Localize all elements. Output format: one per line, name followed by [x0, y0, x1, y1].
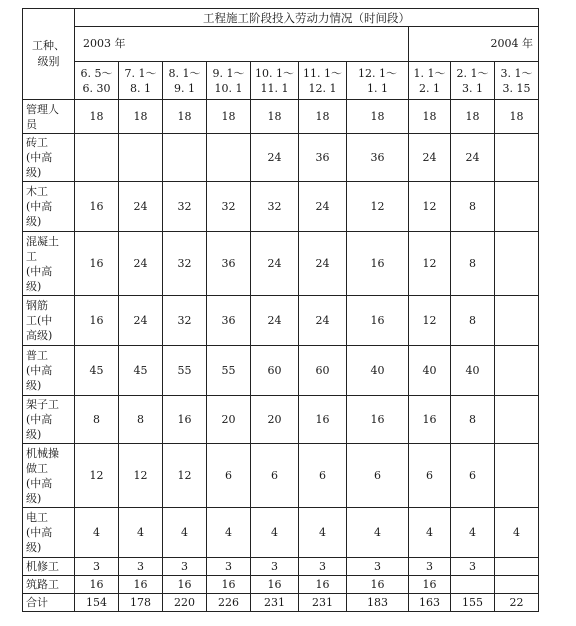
table-cell: 6	[347, 444, 409, 508]
table-row	[23, 232, 539, 296]
table-cell: 36	[207, 296, 251, 346]
table-cell	[495, 296, 539, 346]
table-cell: 16	[163, 396, 207, 444]
table-cell: 24	[251, 296, 299, 346]
table-cell: 18	[347, 100, 409, 134]
table-cell: 183	[347, 594, 409, 612]
table-row	[23, 508, 539, 558]
table-cell: 3	[75, 558, 119, 576]
table-cell: 32	[163, 296, 207, 346]
table-cell	[495, 444, 539, 508]
table-cell: 32	[163, 232, 207, 296]
table-cell: 16	[163, 576, 207, 594]
table-cell: 55	[163, 346, 207, 396]
table-cell: 6	[251, 444, 299, 508]
table-cell: 60	[251, 346, 299, 396]
table-cell: 16	[75, 182, 119, 232]
table-cell: 16	[347, 576, 409, 594]
table-cell: 18	[299, 100, 347, 134]
table-cell: 3	[299, 558, 347, 576]
table-cell: 40	[409, 346, 451, 396]
table-cell: 4	[163, 508, 207, 558]
table-cell: 18	[495, 100, 539, 134]
table-cell: 18	[119, 100, 163, 134]
table-cell: 4	[251, 508, 299, 558]
table-row	[23, 594, 539, 612]
table-cell: 24	[451, 134, 495, 182]
period-header: 3. 1～ 3. 15	[495, 62, 539, 100]
table-cell: 4	[495, 508, 539, 558]
table-cell: 220	[163, 594, 207, 612]
table-cell: 3	[451, 558, 495, 576]
table-cell: 6	[409, 444, 451, 508]
table-cell: 36	[347, 134, 409, 182]
table-cell	[495, 232, 539, 296]
table-cell: 163	[409, 594, 451, 612]
table-cell: 45	[119, 346, 163, 396]
table-cell	[207, 134, 251, 182]
table-cell: 16	[75, 296, 119, 346]
row-label: 机修工	[23, 558, 75, 576]
table-cell: 24	[119, 182, 163, 232]
table-row	[23, 558, 539, 576]
row-label: 木工 (中高 级)	[23, 182, 75, 232]
table-cell: 24	[299, 296, 347, 346]
table-cell: 12	[75, 444, 119, 508]
period-header: 10. 1～ 11. 1	[251, 62, 299, 100]
table-cell	[75, 134, 119, 182]
table-cell: 16	[75, 576, 119, 594]
table-body	[23, 100, 539, 612]
table-title: 工程施工阶段投入劳动力情况（时间段）	[75, 9, 539, 27]
labor-table-container	[22, 8, 539, 612]
table-cell: 12	[409, 232, 451, 296]
table-cell: 16	[75, 232, 119, 296]
table-cell: 8	[119, 396, 163, 444]
table-cell	[495, 134, 539, 182]
table-cell: 24	[299, 182, 347, 232]
table-row	[23, 444, 539, 508]
table-cell: 18	[75, 100, 119, 134]
table-cell: 6	[299, 444, 347, 508]
table-cell: 18	[163, 100, 207, 134]
table-cell: 16	[119, 576, 163, 594]
table-cell	[495, 576, 539, 594]
period-header: 1. 1～ 2. 1	[409, 62, 451, 100]
table-cell: 16	[251, 576, 299, 594]
table-cell: 3	[119, 558, 163, 576]
table-cell: 60	[299, 346, 347, 396]
table-cell: 22	[495, 594, 539, 612]
row-label: 筑路工	[23, 576, 75, 594]
table-cell: 24	[251, 232, 299, 296]
row-label: 混凝土 工 (中高 级)	[23, 232, 75, 296]
table-cell: 12	[347, 182, 409, 232]
table-cell: 20	[251, 396, 299, 444]
labor-table	[22, 8, 539, 612]
table-cell: 4	[207, 508, 251, 558]
table-cell	[451, 576, 495, 594]
table-row	[23, 296, 539, 346]
period-header: 6. 5～ 6. 30	[75, 62, 119, 100]
table-cell: 231	[299, 594, 347, 612]
table-cell: 226	[207, 594, 251, 612]
table-cell: 155	[451, 594, 495, 612]
table-cell: 40	[451, 346, 495, 396]
table-cell: 4	[119, 508, 163, 558]
table-row	[23, 100, 539, 134]
table-cell: 12	[163, 444, 207, 508]
period-header: 2. 1～ 3. 1	[451, 62, 495, 100]
table-cell: 18	[451, 100, 495, 134]
row-label: 电工 (中高 级)	[23, 508, 75, 558]
table-cell: 24	[299, 232, 347, 296]
row-label: 合计	[23, 594, 75, 612]
table-cell: 36	[299, 134, 347, 182]
table-cell: 16	[299, 576, 347, 594]
row-label: 机械操 做工 (中高 级)	[23, 444, 75, 508]
table-cell: 3	[251, 558, 299, 576]
table-row	[23, 134, 539, 182]
table-cell: 4	[75, 508, 119, 558]
row-label: 砖工 (中高 级)	[23, 134, 75, 182]
table-cell: 18	[409, 100, 451, 134]
table-cell: 32	[207, 182, 251, 232]
table-cell: 55	[207, 346, 251, 396]
table-cell: 3	[163, 558, 207, 576]
table-cell: 12	[409, 182, 451, 232]
table-cell: 24	[409, 134, 451, 182]
table-cell: 6	[451, 444, 495, 508]
table-cell: 178	[119, 594, 163, 612]
table-cell: 16	[347, 296, 409, 346]
table-cell: 8	[451, 396, 495, 444]
table-cell: 36	[207, 232, 251, 296]
table-cell	[495, 558, 539, 576]
table-cell: 20	[207, 396, 251, 444]
period-header: 9. 1～ 10. 1	[207, 62, 251, 100]
table-cell: 8	[75, 396, 119, 444]
table-row	[23, 346, 539, 396]
table-cell: 4	[347, 508, 409, 558]
table-cell: 16	[409, 576, 451, 594]
table-cell: 18	[251, 100, 299, 134]
table-cell: 40	[347, 346, 409, 396]
table-cell: 45	[75, 346, 119, 396]
table-cell	[495, 182, 539, 232]
table-cell: 16	[409, 396, 451, 444]
table-cell: 24	[119, 232, 163, 296]
table-cell: 32	[251, 182, 299, 232]
table-cell: 12	[119, 444, 163, 508]
table-cell	[495, 396, 539, 444]
table-cell: 16	[299, 396, 347, 444]
year-2003-header: 2003 年	[75, 27, 409, 62]
period-header: 7. 1～ 8. 1	[119, 62, 163, 100]
period-header: 11. 1～ 12. 1	[299, 62, 347, 100]
table-cell: 4	[451, 508, 495, 558]
table-cell: 16	[207, 576, 251, 594]
table-cell: 3	[207, 558, 251, 576]
table-cell: 3	[347, 558, 409, 576]
table-cell: 24	[119, 296, 163, 346]
table-cell	[119, 134, 163, 182]
table-cell: 4	[409, 508, 451, 558]
table-cell: 6	[207, 444, 251, 508]
table-cell: 154	[75, 594, 119, 612]
table-row	[23, 182, 539, 232]
table-cell: 16	[347, 396, 409, 444]
table-cell: 231	[251, 594, 299, 612]
table-cell	[163, 134, 207, 182]
table-cell: 16	[347, 232, 409, 296]
table-cell: 4	[299, 508, 347, 558]
table-cell: 8	[451, 232, 495, 296]
row-label: 架子工 (中高 级)	[23, 396, 75, 444]
year-2004-header: 2004 年	[409, 27, 539, 62]
table-cell: 18	[207, 100, 251, 134]
period-header: 8. 1～ 9. 1	[163, 62, 207, 100]
table-cell	[495, 346, 539, 396]
table-cell: 8	[451, 296, 495, 346]
row-label: 钢筋 工(中 高级)	[23, 296, 75, 346]
table-cell: 12	[409, 296, 451, 346]
row-label: 管理人 员	[23, 100, 75, 134]
table-row	[23, 576, 539, 594]
row-label: 普工 (中高 级)	[23, 346, 75, 396]
row-header-label: 工种、 级别	[23, 9, 75, 100]
table-cell: 3	[409, 558, 451, 576]
period-header: 12. 1～ 1. 1	[347, 62, 409, 100]
table-row	[23, 396, 539, 444]
table-cell: 32	[163, 182, 207, 232]
table-cell: 8	[451, 182, 495, 232]
table-cell: 24	[251, 134, 299, 182]
